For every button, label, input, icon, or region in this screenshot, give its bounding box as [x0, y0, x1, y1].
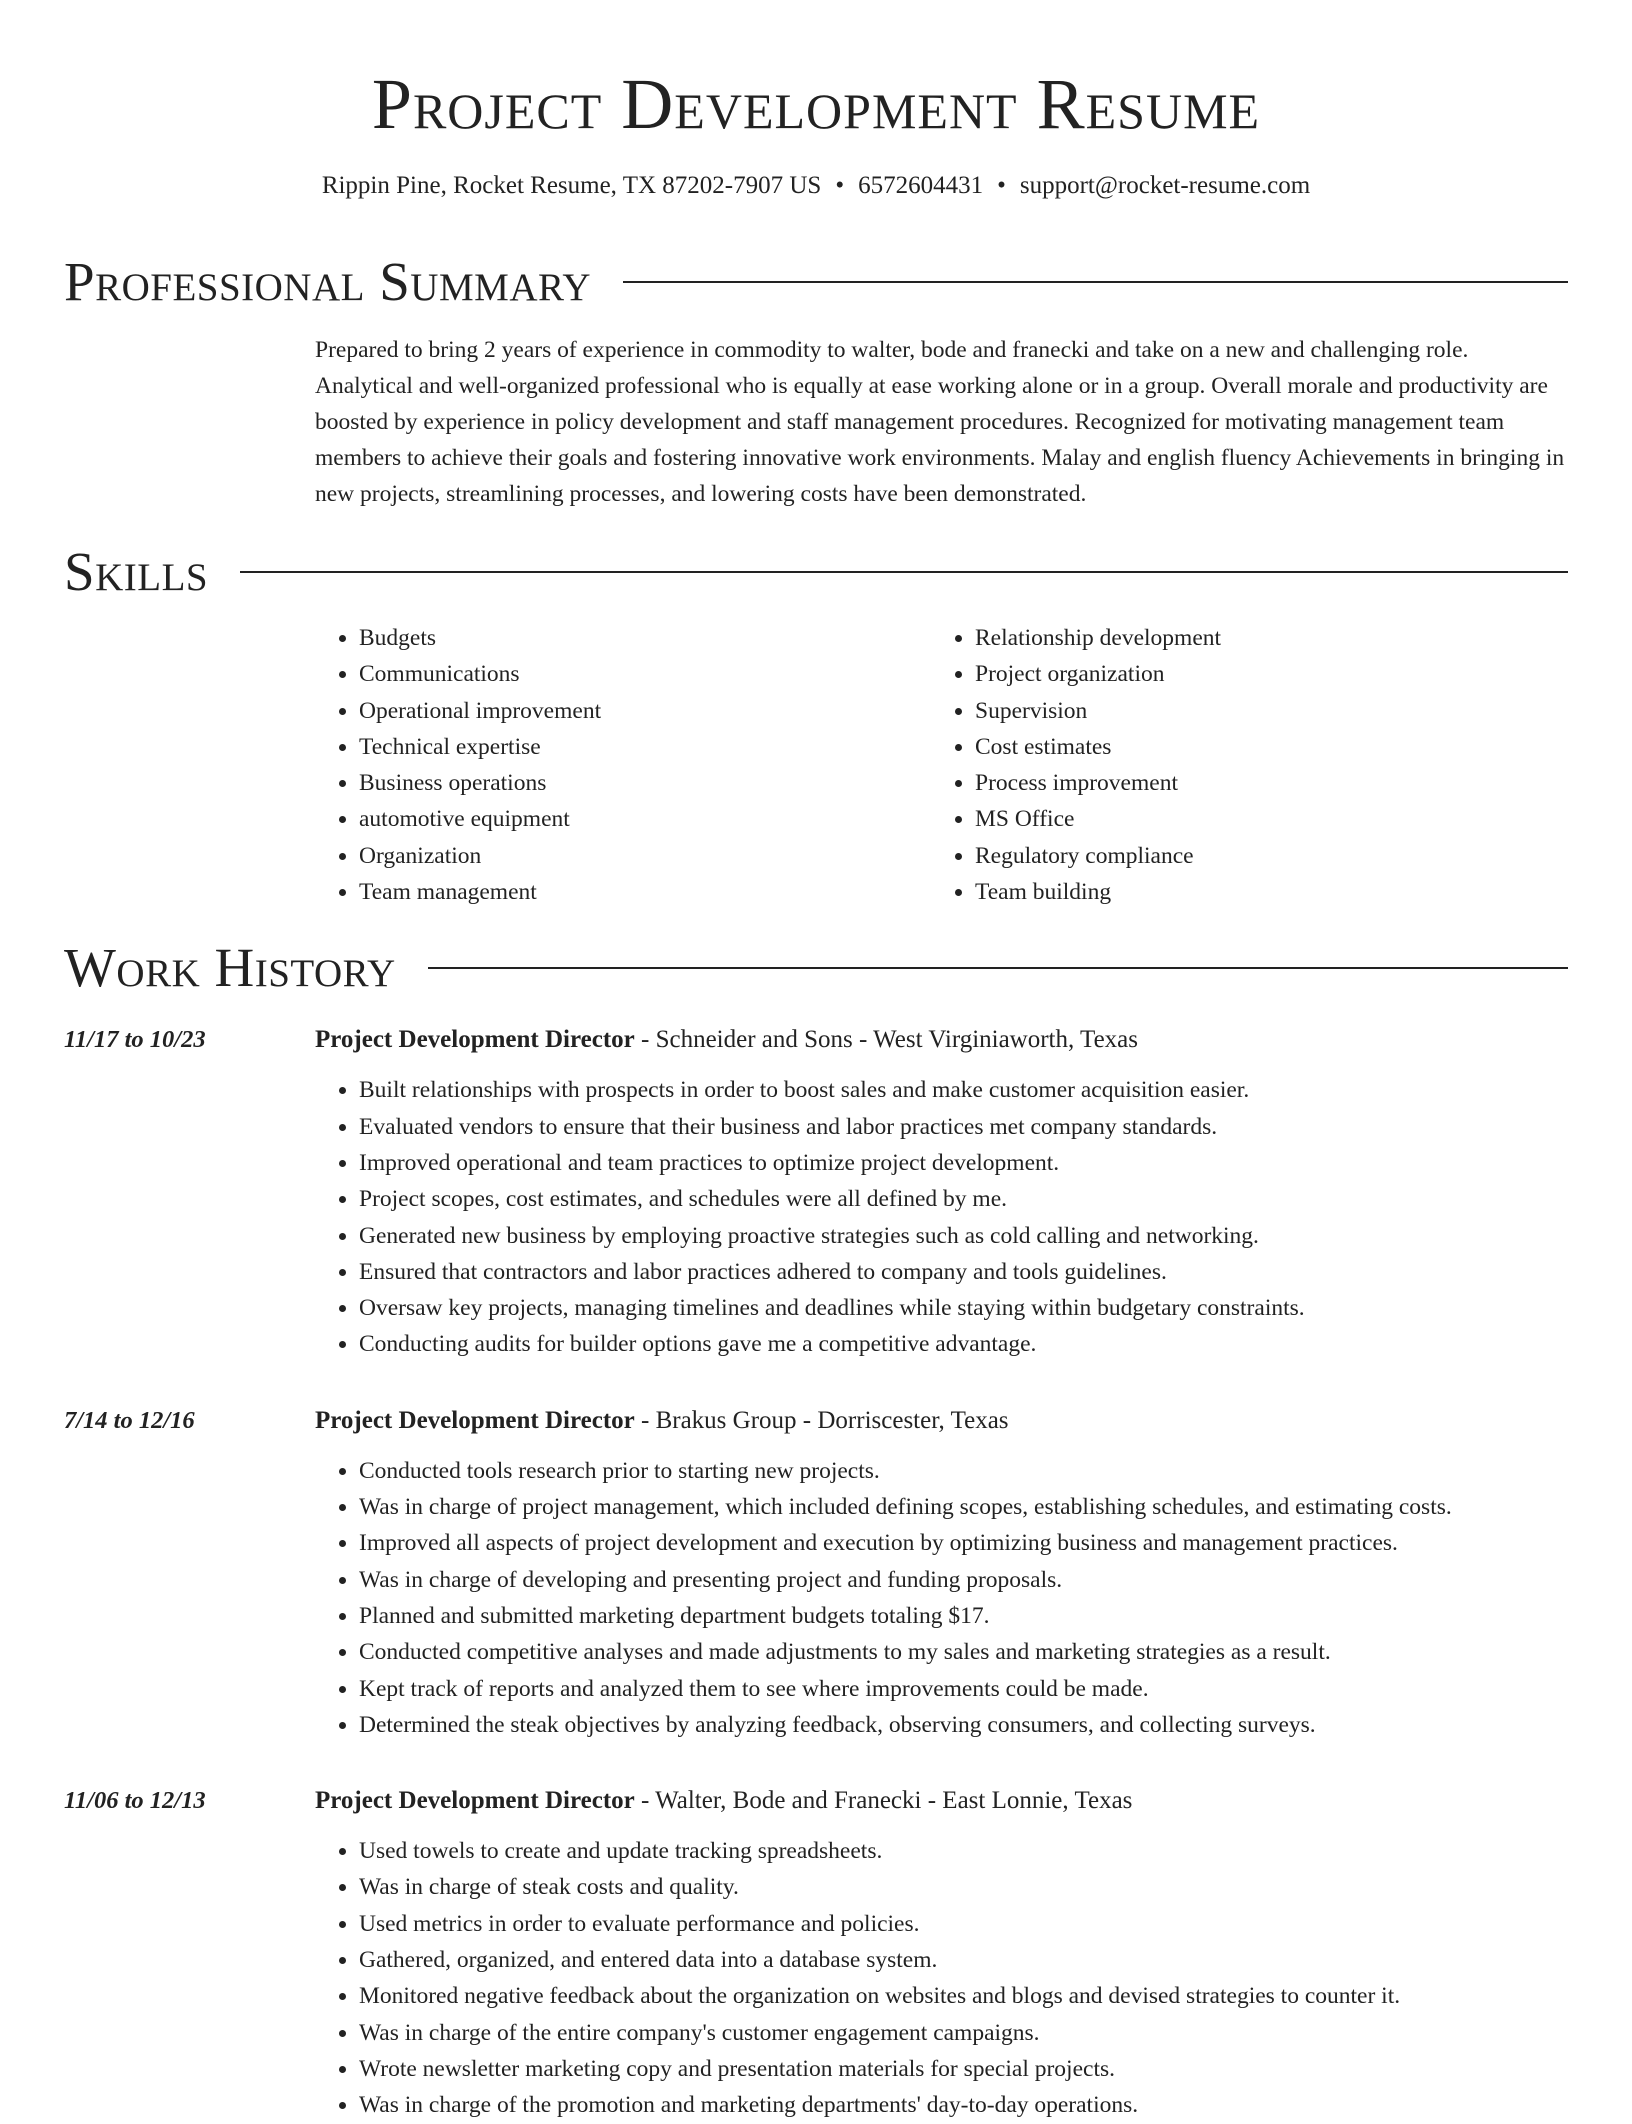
duty-item: • Built relationships with prospects in order to boost sales and make customer acquisition easier.: [359, 1072, 1568, 1108]
duty-item: • Conducting audits for builder options gave me a competitive advantage.: [359, 1326, 1568, 1362]
work-history-heading: Work History: [64, 937, 396, 999]
skill-item: • automotive equipment: [359, 801, 931, 837]
duty-item: • Project scopes, cost estimates, and schedules were all defined by me.: [359, 1181, 1568, 1217]
section-divider: [240, 571, 1568, 573]
contact-line: [64, 170, 1568, 202]
resume-title: Project Development Resume: [371, 64, 1261, 144]
contact-email: support@rocket-resume.com: [1019, 172, 1311, 199]
skill-item: • Supervision: [975, 693, 1547, 729]
summary-text: Prepared to bring 2 years of experience in commodity to walter, bode and franecki and take on a new and challenging role. Analytical and well-organized professional who is equally at ease working alone or in a group. Overall morale and productivity are boosted by experience in policy development and staff management procedures. Recognized for motivating management team members to achieve their goals and fostering innovative work environments. Malay and english fluency Achievements in bringing in new projects, streamlining processes, and lowering costs have been demonstrated.: [315, 337, 1565, 507]
duty-item: • Was in charge of steak costs and quality.: [359, 1869, 1568, 1905]
skill-item: • Relationship development: [975, 620, 1547, 656]
job-dates: 11/17 to 10/23: [64, 1026, 206, 1054]
duty-item: • Planned and submitted marketing department budgets totaling $17.: [359, 1598, 1568, 1634]
skills-heading: Skills: [64, 541, 209, 602]
skill-item: • MS Office: [975, 801, 1547, 837]
skill-item: • Business operations: [359, 765, 931, 801]
job-title-line: [315, 1403, 1568, 1439]
duty-item: • Used metrics in order to evaluate performance and policies.: [359, 1906, 1568, 1942]
job-role: Project Development Director: [315, 1406, 635, 1434]
section-divider: [428, 967, 1568, 969]
skills-list: [315, 620, 1568, 910]
duty-item: • Conducted tools research prior to starting new projects.: [359, 1453, 1568, 1489]
job-title-line: [315, 1783, 1568, 1819]
job-duties: [315, 1833, 1568, 2123]
skill-item: • Regulatory compliance: [975, 838, 1547, 874]
skill-item: • Organization: [359, 838, 931, 874]
duty-item: • Wrote newsletter marketing copy and presentation materials for special projects.: [359, 2051, 1568, 2087]
skill-item: • Operational improvement: [359, 693, 931, 729]
duty-item: • Was in charge of developing and presenting project and funding proposals.: [359, 1562, 1568, 1598]
skills-column-right: [931, 620, 1547, 910]
duty-item: • Was in charge of project management, which included defining scopes, establishing schedules, and estimating costs.: [359, 1489, 1568, 1525]
job-entry: [64, 1403, 1568, 1743]
contact-separator: •: [997, 172, 1006, 199]
section-divider: [623, 281, 1568, 283]
duty-item: • Evaluated vendors to ensure that their business and labor practices met company standards.: [359, 1109, 1568, 1145]
duty-item: • Improved operational and team practices to optimize project development.: [359, 1145, 1568, 1181]
skill-item: • Team building: [975, 874, 1547, 910]
duty-item: • Monitored negative feedback about the organization on websites and blogs and devised strategies to counter it.: [359, 1978, 1568, 2014]
job-dates: 7/14 to 12/16: [64, 1406, 195, 1434]
duty-item: • Used towels to create and update tracking spreadsheets.: [359, 1833, 1568, 1869]
skills-section-header: [64, 540, 1568, 604]
summary-heading: Professional Summary: [64, 251, 592, 312]
duty-item: • Conducted competitive analyses and made adjustments to my sales and marketing strategies as a result.: [359, 1634, 1568, 1670]
job-entry: [64, 1022, 1568, 1362]
skill-item: • Cost estimates: [975, 729, 1547, 765]
work-history-section-header: [64, 936, 1568, 1000]
job-company-location: - Walter, Bode and Franecki - East Lonnie, Texas: [634, 1787, 1133, 1815]
job-role: Project Development Director: [315, 1026, 635, 1054]
job-body: [315, 1783, 1568, 2123]
job-company-location: - Brakus Group - Dorriscester, Texas: [634, 1406, 1009, 1434]
contact-address: Rippin Pine, Rocket Resume, TX 87202-7907 US: [321, 172, 822, 199]
duty-item: • Kept track of reports and analyzed them to see where improvements could be made.: [359, 1671, 1568, 1707]
skill-item: • Budgets: [359, 620, 931, 656]
duty-item: • Oversaw key projects, managing timelines and deadlines while staying within budgetary constraints.: [359, 1290, 1568, 1326]
job-body: [315, 1022, 1568, 1362]
job-dates: 11/06 to 12/13: [64, 1787, 206, 1815]
contact-separator: •: [835, 172, 845, 199]
job-role: Project Development Director: [315, 1787, 635, 1815]
skill-item: • Team management: [359, 874, 931, 910]
job-duties: [315, 1453, 1568, 1743]
duty-item: • Was in charge of the entire company's customer engagement campaigns.: [359, 2015, 1568, 2051]
duty-item: • Gathered, organized, and entered data into a database system.: [359, 1942, 1568, 1978]
job-entry: [64, 1783, 1568, 2123]
job-duties: [315, 1072, 1568, 1362]
job-body: [315, 1403, 1568, 1743]
job-company-location: - Schneider and Sons - West Virginiaworth, Texas: [634, 1026, 1139, 1054]
summary-section-header: [64, 250, 1568, 314]
job-title-line: [315, 1022, 1568, 1058]
skill-item: • Process improvement: [975, 765, 1547, 801]
duty-item: • Generated new business by employing proactive strategies such as cold calling and networking.: [359, 1218, 1568, 1254]
contact-phone: 6572604431: [858, 172, 984, 199]
skills-column-left: [315, 620, 931, 910]
skill-item: • Communications: [359, 656, 931, 692]
skill-item: • Technical expertise: [359, 729, 931, 765]
skill-item: • Project organization: [975, 656, 1547, 692]
duty-item: • Determined the steak objectives by analyzing feedback, observing consumers, and collecting surveys.: [359, 1707, 1568, 1743]
duty-item: • Was in charge of the promotion and marketing departments' day-to-day operations.: [359, 2087, 1568, 2123]
duty-item: • Ensured that contractors and labor practices adhered to company and tools guidelines.: [359, 1254, 1568, 1290]
duty-item: • Improved all aspects of project development and execution by optimizing business and management practices.: [359, 1525, 1568, 1561]
